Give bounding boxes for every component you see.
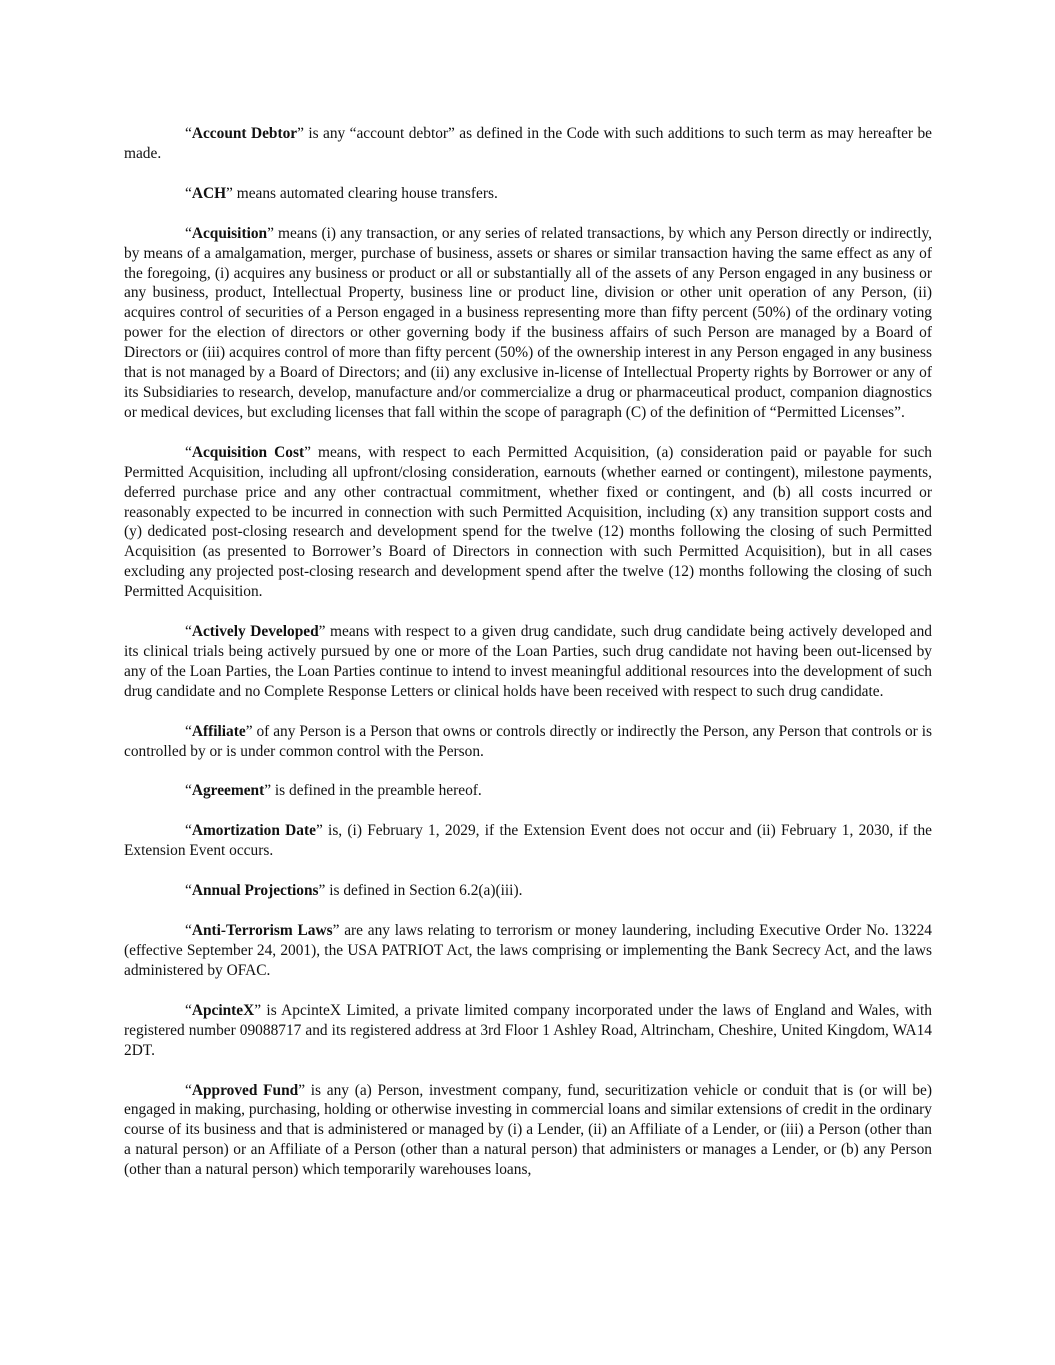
defined-term: Amortization Date	[191, 822, 316, 840]
definition-text: ” means, with respect to each Permitted Acquisition, (a) consideration paid or payable for such Permitted Acquisition, including all upfront/closing consideration, earnouts (whether earned or contingent), milestone payments, deferred purchase price and any other contractual commitment, whether fixed or contingent, and (b) all costs incurred or reasonably expected to be incurred in connection with such Permitted Acquisition, including (x) any transition support costs and (y) dedicated post-closing research and development spend for the twelve (12) months following the closing of such Permitted Acquisition (as presented to Borrower’s Board of Directors in connection with such Permitted Acquisition), but in all cases excluding any projected post-closing research and development spend after the twelve (12) months following the closing of such Permitted Acquisition.	[124, 443, 932, 601]
defined-term: ACH	[191, 184, 227, 202]
definition-anti-terrorism-laws: “Anti-Terrorism Laws” are any laws relating to terrorism or money laundering, including Executive Order No. 13224 (effective September 24, 2001), the USA PATRIOT Act, the laws comprising or implementing the Bank Secrecy Act, and the laws administered by OFAC.	[124, 922, 932, 979]
definition-acquisition-cost: “Acquisition Cost” means, with respect to each Permitted Acquisition, (a) consideration paid or payable for such Permitted Acquisition, including all upfront/closing consideration, earnouts (whether earned or contingent), milestone payments, deferred purchase price and any other contractual commitment, whether fixed or contingent, and (b) all costs incurred or reasonably expected to be incurred in connection with such Permitted Acquisition, including (x) any transition support costs and (y) dedicated post-closing research and development spend for the twelve (12) months following the closing of such Permitted Acquisition (as presented to Borrower’s Board of Directors in connection with such Permitted Acquisition), but in all cases excluding any projected post-closing research and development spend after the twelve (12) months following the closing of such Permitted Acquisition.	[124, 443, 932, 601]
definition-text: ” is defined in Section 6.2(a)(iii).	[318, 882, 523, 900]
definition-text: ” means (i) any transaction, or any series of related transactions, by which any Person directly or indirectly, by means of a amalgamation, merger, purchase of business, assets or shares or similar transaction having the same effect as any of the foregoing, (i) acquires any business or product or all or substantially all of the assets of any Person engaged in any business or any business, product, Intellectual Property, business line or product line, division or other unit operation of any Person, (ii) acquires control of securities of a Person engaged in a business representing more than fifty percent (50%) of the ordinary voting power for the election of directors or other governing body if the business affairs of such Person are managed by a Board of Directors or (iii) acquires control of more than fifty percent (50%) of the ownership interest in any Person engaged in any business that is not managed by a Board of Directors; and (ii) any exclusive in-license of Intellectual Property rights by Borrower or any of its Subsidiaries to research, develop, manufacture and/or commercialize a drug or pharmaceutical product, companion diagnostics or medical devices, but excluding licenses that fall within the scope of paragraph (C) of the definition of “Permitted Licenses”.	[124, 224, 932, 421]
defined-term: Anti-Terrorism Laws	[191, 922, 333, 940]
defined-term: Affiliate	[191, 722, 246, 740]
definition-text: ” means automated clearing house transfers.	[226, 184, 498, 202]
definition-text: ” of any Person is a Person that owns or controls directly or indirectly the Person, any Person that controls or is controlled by or is under common control with the Person.	[124, 722, 932, 760]
definition-approved-fund: “Approved Fund” is any (a) Person, investment company, fund, securitization vehicle or conduit that is (or will be) engaged in making, purchasing, holding or otherwise investing in commercial loans and similar extensions of credit in the ordinary course of its business and that is administered or managed by (i) a Lender, (ii) an Affiliate of a Lender, or (iii) a Person (other than a natural person) or an Affiliate of a Person (other than a natural person) that administers or manages a Lender, or (b) any Person (other than a natural person) which temporarily warehouses loans,	[124, 1081, 932, 1179]
definition-text: ” is ApcinteX Limited, a private limited company incorporated under the laws of England and Wales, with registered number 09088717 and its registered address at 3rd Floor 1 Ashley Road, Altrincham, Cheshire, United Kingdom, WA14 2DT.	[124, 1001, 932, 1059]
definition-text: ” is defined in the preamble hereof.	[264, 782, 482, 800]
definition-annual-projections: “Annual Projections” is defined in Section 6.2(a)(iii).	[185, 882, 523, 900]
defined-term: Acquisition	[191, 224, 268, 242]
definition-text: ” is any (a) Person, investment company, fund, securitization vehicle or conduit that is (or will be) engaged in making, purchasing, holding or otherwise investing in commercial loans and similar extensions of credit in the ordinary course of its business and that is administered or managed by (i) a Lender, (ii) an Affiliate of a Lender, or (iii) a Person (other than a natural person) or an Affiliate of a Person (other than a natural person) that administers or manages a Lender, or (b) any Person (other than a natural person) which temporarily warehouses loans,	[124, 1081, 932, 1179]
definition-text: ” means with respect to a given drug candidate, such drug candidate being actively developed and its clinical trials being actively pursued by one or more of the Loan Parties, such drug candidate not having been out-licensed by any of the Loan Parties, the Loan Parties continue to intend to invest meaningful additional resources into the development of such drug candidate and no Complete Response Letters or clinical holds have been received with respect to such drug candidate.	[124, 623, 932, 700]
definition-account-debtor: “Account Debtor” is any “account debtor” as defined in the Code with such additions to such term as may hereafter be made.	[124, 125, 932, 162]
defined-term: Account Debtor	[191, 125, 298, 142]
definition-ach: “ACH” means automated clearing house transfers.	[185, 184, 498, 202]
defined-term: Annual Projections	[191, 882, 319, 900]
definition-text: ” are any laws relating to terrorism or money laundering, including Executive Order No. 13224 (effective September 24, 2001), the USA PATRIOT Act, the laws comprising or implementing the Bank Secrecy Act, and the laws administered by OFAC.	[124, 922, 932, 979]
definition-agreement: “Agreement” is defined in the preamble hereof.	[185, 782, 482, 800]
definition-amortization-date: “Amortization Date” is, (i) February 1, 2029, if the Extension Event does not occur and (ii) February 1, 2030, if the Extension Event occurs.	[124, 822, 932, 860]
defined-term: Agreement	[191, 782, 265, 800]
definition-text: ” is, (i) February 1, 2029, if the Extension Event does not occur and (ii) February 1, 2030, if the Extension Event occurs.	[124, 822, 932, 860]
definition-affiliate: “Affiliate” of any Person is a Person that owns or controls directly or indirectly the Person, any Person that controls or is controlled by or is under common control with the Person.	[124, 722, 932, 760]
definition-text: ” is any “account debtor” as defined in the Code with such additions to such term as may hereafter be made.	[124, 125, 932, 162]
definition-actively-developed: “Actively Developed” means with respect to a given drug candidate, such drug candidate being actively developed and its clinical trials being actively pursued by one or more of the Loan Parties, such drug candidate not having been out-licensed by any of the Loan Parties, the Loan Parties continue to intend to invest meaningful additional resources into the development of such drug candidate and no Complete Response Letters or clinical holds have been received with respect to such drug candidate.	[124, 623, 932, 700]
document-page	[124, 124, 932, 1200]
defined-term: Acquisition Cost	[191, 443, 305, 461]
definition-apcintex: “ApcinteX” is ApcinteX Limited, a private limited company incorporated under the laws of England and Wales, with registered number 09088717 and its registered address at 3rd Floor 1 Ashley Road, Altrincham, Cheshire, United Kingdom, WA14 2DT.	[124, 1001, 932, 1059]
definition-acquisition: “Acquisition” means (i) any transaction, or any series of related transactions, by which any Person directly or indirectly, by means of a amalgamation, merger, purchase of business, assets or shares or similar transaction having the same effect as any of the foregoing, (i) acquires any business or product or all or substantially all of the assets of any Person engaged in any business or any business, product, Intellectual Property, business line or product line, division or other unit operation of any Person, (ii) acquires control of securities of a Person engaged in a business representing more than fifty percent (50%) of the ordinary voting power for the election of directors or other governing body if the business affairs of such Person are managed by a Board of Directors or (iii) acquires control of more than fifty percent (50%) of the ownership interest in any Person engaged in any business that is not managed by a Board of Directors; and (ii) any exclusive in-license of Intellectual Property rights by Borrower or any of its Subsidiaries to research, develop, manufacture and/or commercialize a drug or pharmaceutical product, companion diagnostics or medical devices, but excluding licenses that fall within the scope of paragraph (C) of the definition of “Permitted Licenses”.	[124, 224, 932, 421]
defined-term: ApcinteX	[191, 1001, 255, 1019]
defined-term: Approved Fund	[191, 1081, 299, 1099]
defined-term: Actively Developed	[191, 623, 319, 641]
